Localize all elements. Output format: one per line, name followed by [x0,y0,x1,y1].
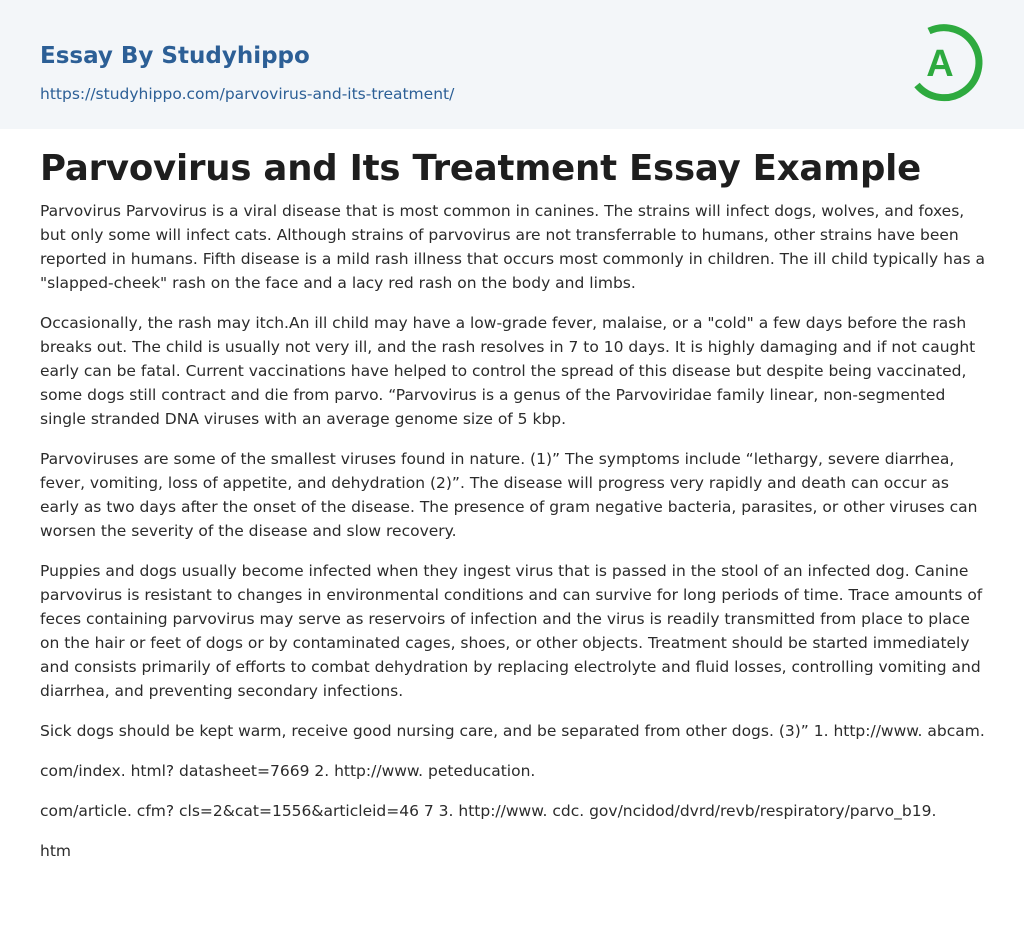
article-paragraph: com/index. html? datasheet=7669 2. http://www. peteducation. [40,762,536,780]
article-paragraph: htm [40,842,71,860]
site-brand[interactable]: Essay By Studyhippo [40,43,310,69]
studyhippo-logo-icon[interactable] [912,19,986,105]
logo-letter: A [926,43,954,85]
article-paragraph: com/article. cfm? cls=2&cat=1556&articleid=46 7 3. http://www. cdc. gov/ncidod/dvrd/revb/respiratory/parvo_b19. [40,802,937,820]
article-paragraph: Sick dogs should be kept warm, receive good nursing care, and be separated from other dogs. (3)” 1. http://www. abcam. [40,722,985,740]
article-content [40,129,986,879]
page-title: Parvovirus and Its Treatment Essay Example [40,148,922,189]
article-paragraph: Puppies and dogs usually become infected when they ingest virus that is passed in the stool of an infected dog. Canine parvovirus is resistant to changes in environmental conditions and can survive for long periods of time. Trace amounts of feces containing parvovirus may serve as reservoirs of infection and the virus is readily transmitted from place to place on the hair or feet of dogs or by contaminated cages, shoes, or other objects. Treatment should be started immediately and consists primarily of efforts to combat dehydration by replacing electrolyte and fluid losses, controlling vomiting and diarrhea, and preventing secondary infections. [40,562,983,700]
source-url-link[interactable]: https://studyhippo.com/parvovirus-and-its-treatment/ [40,85,455,103]
article-paragraph: Parvovirus Parvovirus is a viral disease that is most common in canines. The strains will infect dogs, wolves, and foxes, but only some will infect cats. Although strains of parvovirus are not transferrable to humans, other strains have been reported in humans. Fifth disease is a mild rash illness that occurs most commonly in children. The ill child typically has a "slapped-cheek" rash on the face and a lacy red rash on the body and limbs. [40,202,985,292]
article-paragraph: Occasionally, the rash may itch.An ill child may have a low-grade fever, malaise, or a "cold" a few days before the rash breaks out. The child is usually not very ill, and the rash resolves in 7 to 10 days. It is highly damaging and if not caught early can be fatal. Current vaccinations have helped to control the spread of this disease but despite being vaccinated, some dogs still contract and die from parvo. “Parvovirus is a genus of the Parvoviridae family linear, non-segmented single stranded DNA viruses with an average genome size of 5 kbp. [40,314,976,428]
site-header [0,0,1024,129]
article-paragraph: Parvoviruses are some of the smallest viruses found in nature. (1)” The symptoms include “lethargy, severe diarrhea, fever, vomiting, loss of appetite, and dehydration (2)”. The disease will progress very rapidly and death can occur as early as two days after the onset of the disease. The presence of gram negative bacteria, parasites, or other viruses can worsen the severity of the disease and slow recovery. [40,450,978,540]
